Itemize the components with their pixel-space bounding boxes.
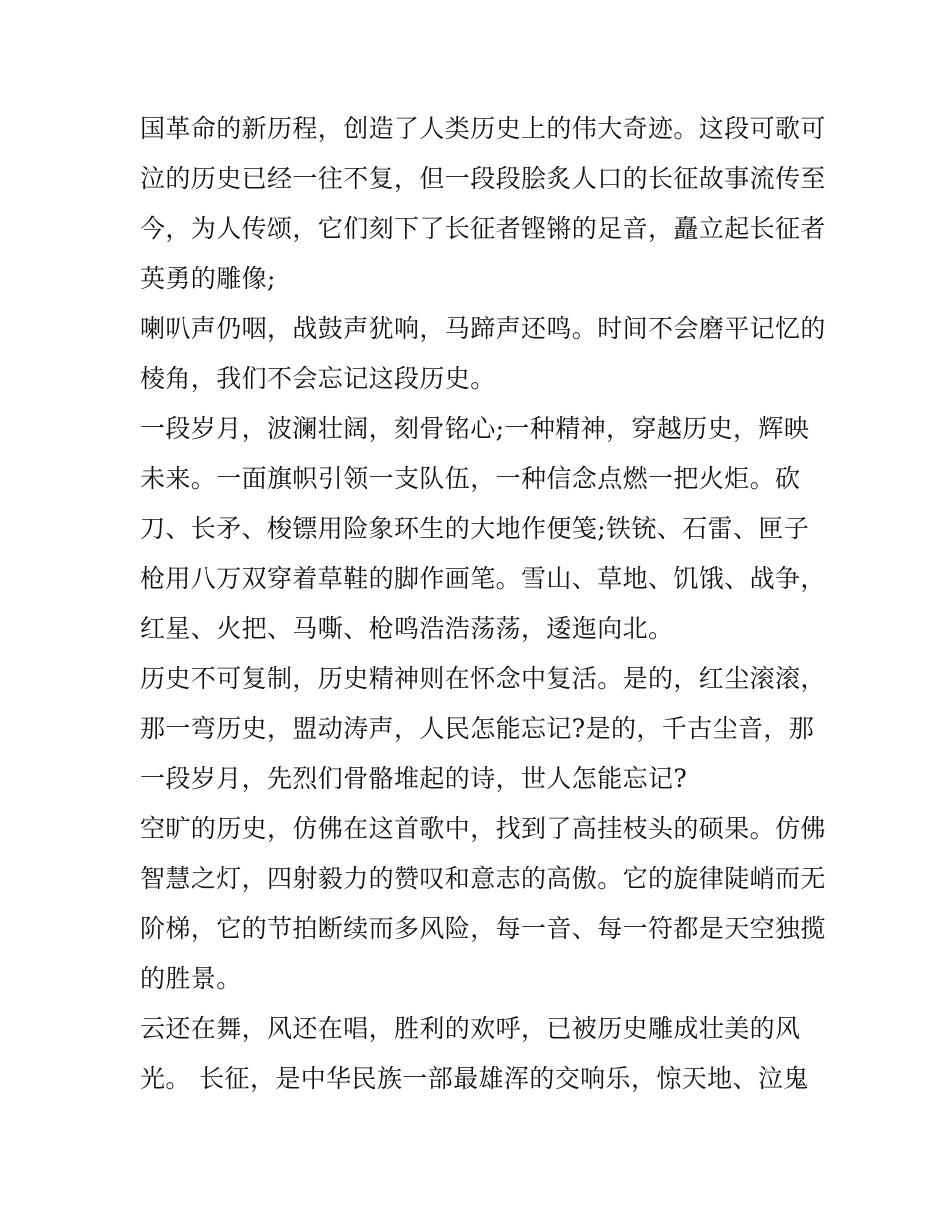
text-line: 国革命的新历程，创造了人类历史上的伟大奇迹。这段可歌可 — [140, 114, 826, 143]
text-line: 阶梯，它的节拍断续而多风险，每一音、每一符都是天空独揽 — [140, 914, 826, 943]
text-line: 今，为人传颂，它们刻下了长征者铿锵的足音，矗立起长征者 — [140, 214, 826, 243]
body-text — [140, 104, 830, 1104]
text-line: 刀、长矛、梭镖用险象环生的大地作便笺;铁铳、石雷、匣子 — [140, 514, 810, 543]
text-line: 云还在舞，风还在唱，胜利的欢呼，已被历史雕成壮美的风 — [140, 1014, 801, 1043]
text-line: 空旷的历史，仿佛在这首歌中，找到了高挂枝头的硕果。仿佛 — [140, 814, 826, 843]
text-line: 泣的历史已经一往不复，但一段段脍炙人口的长征故事流传至 — [140, 164, 826, 193]
text-line: 一段岁月，波澜壮阔，刻骨铭心;一种精神，穿越历史，辉映 — [140, 414, 810, 443]
text-line: 那一弯历史，盟动涛声，人民怎能忘记?是的，千古尘音，那 — [140, 714, 815, 743]
text-line: 一段岁月，先烈们骨骼堆起的诗，世人怎能忘记? — [140, 764, 688, 793]
text-line: 棱角，我们不会忘记这段历史。 — [140, 364, 496, 393]
text-line: 历史不可复制，历史精神则在怀念中复活。是的，红尘滚滚， — [140, 664, 826, 693]
text-line: 枪用八万双穿着草鞋的脚作画笔。雪山、草地、饥饿、战争， — [140, 564, 826, 593]
text-line: 喇叭声仍咽，战鼓声犹响，马蹄声还鸣。时间不会磨平记忆的 — [140, 314, 826, 343]
text-line: 光。 长征，是中华民族一部最雄浑的交响乐，惊天地、泣鬼 — [140, 1064, 809, 1093]
text-line: 智慧之灯，四射毅力的赞叹和意志的高傲。它的旋律陡峭而无 — [140, 864, 826, 893]
text-line: 英勇的雕像; — [140, 264, 276, 293]
text-line: 的胜景。 — [140, 964, 242, 993]
text-line: 红星、火把、马嘶、枪鸣浩浩荡荡，逶迤向北。 — [140, 614, 674, 643]
text-line: 未来。一面旗帜引领一支队伍，一种信念点燃一把火炬。砍 — [140, 464, 801, 493]
